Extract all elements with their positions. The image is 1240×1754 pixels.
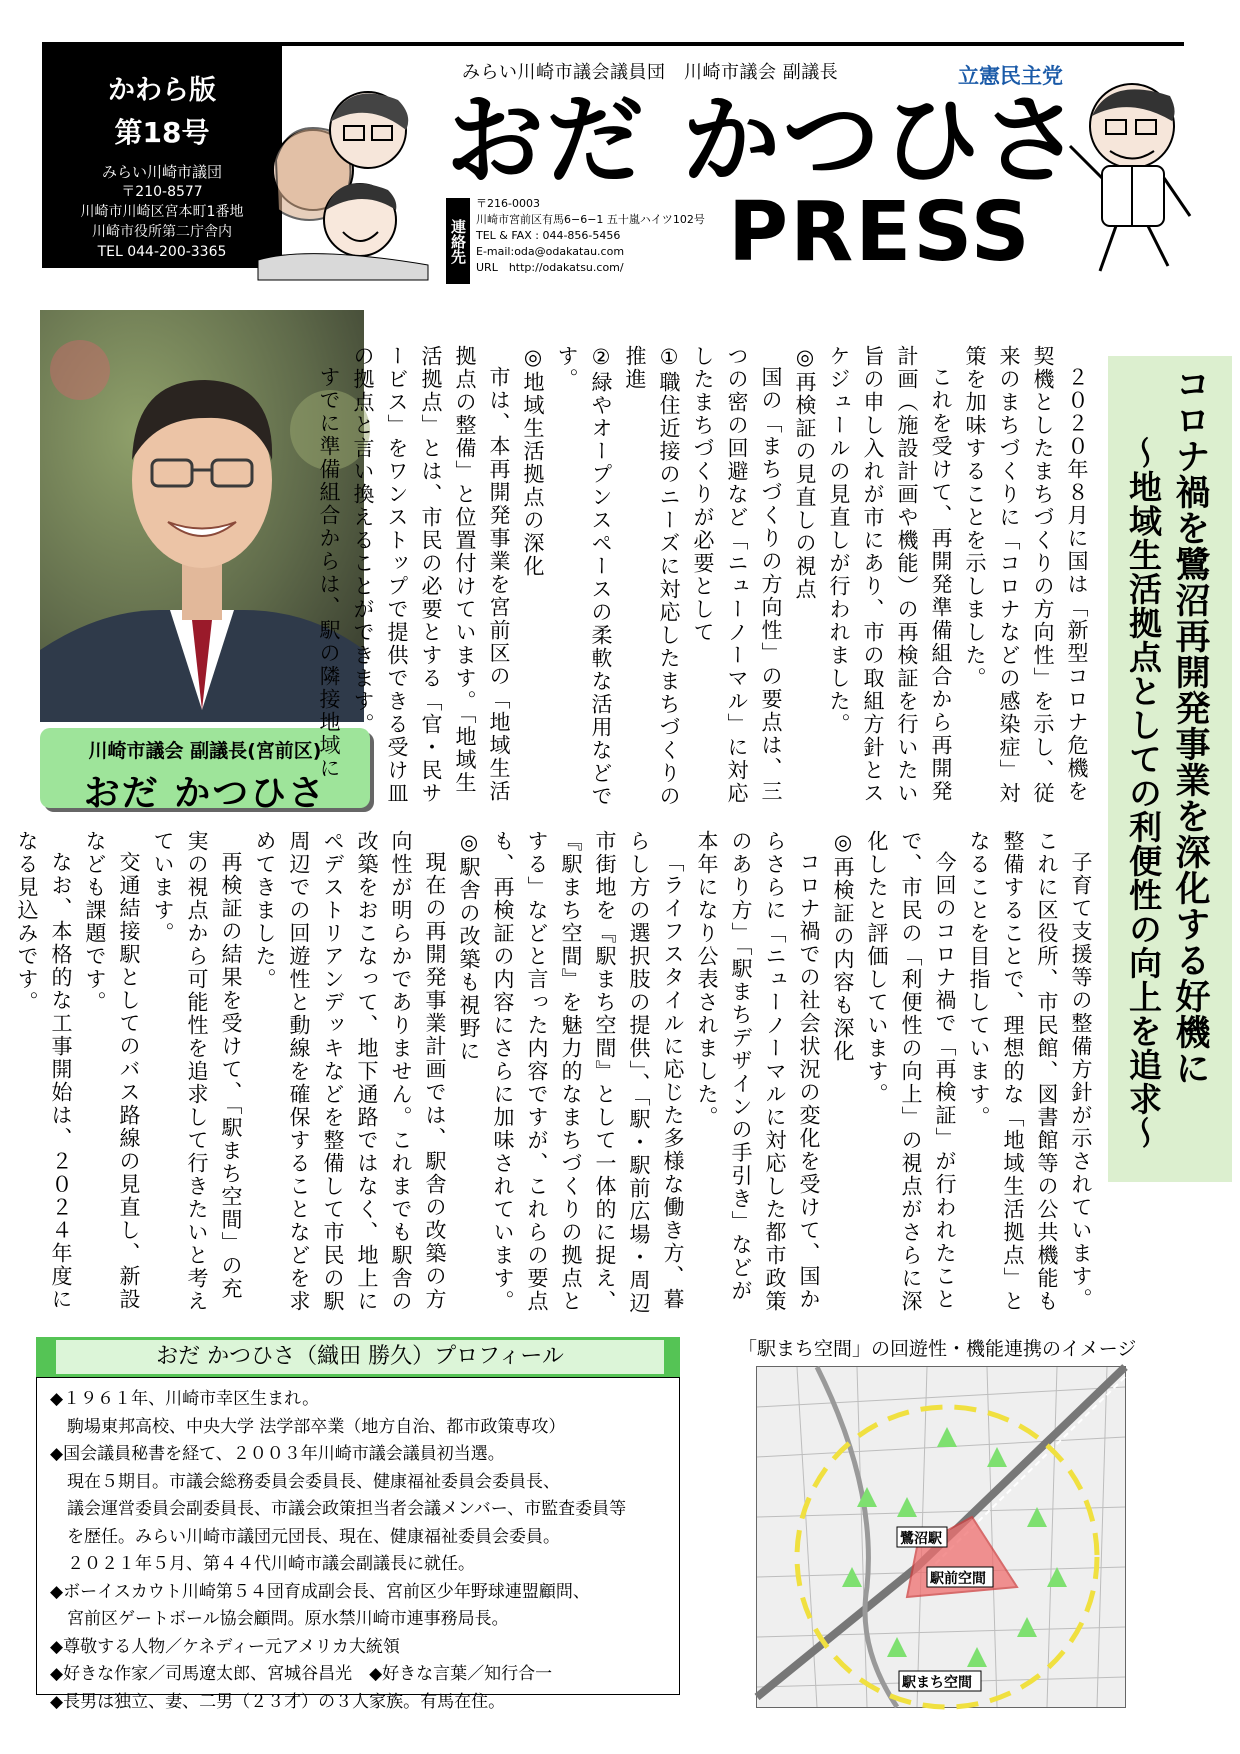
article-paragraph: 再検証の結果を受けて、「駅まち空間」の充実の視点から可能性を追求して行きたいと考えています。 [151,830,243,1313]
article-paragraph: 子育て支援等の整備方針が示されています。これに区役所、市民館、図書館等の公共機能も整備することで、理想的な「地域生活拠点」となることを目指しています。 [967,830,1093,1313]
contact-url: URL http://odakatsu.com/ [476,261,624,274]
profile-item: ◆ボーイスカウト川崎第５４団育成副会長、宮前区少年野球連盟顧問、 [50,1581,590,1602]
contact-address: 川崎市宮前区有馬6−6−1 五十嵐ハイツ102号 [476,213,705,226]
headline-main: コロナ禍を鷺沼再開発事業を深化する好機に [1170,366,1210,1086]
mascot-illustration [1060,66,1200,276]
profile-item: 宮前区ゲートボール協会顧問。原水禁川崎市連事務局長。 [50,1609,509,1629]
profile-list [50,1386,626,1716]
name-plate-role: 川崎市議会 副議長(宮前区) [88,740,322,762]
article-paragraph: 交通結接駅としてのバス路線の見直し、新設なども課題です。 [83,830,141,1311]
article-paragraph: すでに準備組合からは、駅の隣接地域に [317,366,341,780]
article-paragraph: なお、本格的な工事開始は、２０２４年度になる見込みです。 [15,830,73,1311]
profile-heading: おだ かつひさ（織田 勝久）プロフィール [56,1340,664,1374]
article-list-item: ②緑やオープンスペースの柔軟な活用などです。 [555,345,613,808]
org-tel: TEL 044-200-3365 [97,244,227,260]
edition-label: かわら版 [108,75,216,106]
article-paragraph: 市は、本再開発事業を宮前区の「地域生活拠点の整備」と位置付けています。「地域生活拠点」とは、市民の必要とする「官・民サービス」をワンストップで提供できる受け皿の拠点と言い換えることができます。 [351,345,511,805]
party-logo: 立憲民主党 [958,64,1063,88]
contact-label: 連絡先 [446,198,470,284]
org-address-2: 川崎市役所第二庁舎内 [92,224,232,240]
article-subheading: ◎地域生活拠点の深化 [521,345,545,578]
contact-email: E-mail:oda@odakatau.com [476,245,625,258]
profile-item: ◆尊敬する人物／ケネディー元アメリカ大統領 [50,1636,400,1657]
profile-item: 駒場東邦高校、中央大学 法学部卒業（地方自治、都市政策専攻） [50,1416,566,1437]
press-wordmark: PRESS [728,185,1032,280]
article-top [317,345,1094,813]
profile-item: 現在５期目。市議会総務委員会委員長、健康福祉委員会委員長、 [50,1471,560,1492]
article-paragraph: ２０２０年８月に国は「新型コロナ危機を契機としたまちづくりの方向性」を示し、従来のまちづくりに「コロナなどの感染症」対策を加味することを示しました。 [963,345,1089,805]
issue-number: 第18号 [114,116,210,149]
contact-tel: TEL & FAX : 044-856-5456 [476,229,621,242]
station-label: 鷺沼駅 [900,1531,942,1547]
profile-item: ◆長男は独立、妻、二男（２３才）の３人家族。有馬在住。 [50,1691,506,1712]
article-paragraph: 現在の再開発事業計画では、駅舎の改築の方向性が明らかでありません。これまでも駅舎の改築をおこなって、地下通路ではなく、地上にペデストリアンデッキなどを整備して市民の駅周辺での回遊性と動線を確保することなどを求めてきました。 [253,830,447,1313]
contact-postal: 〒216-0003 [476,197,540,210]
org-postal: 〒210-8577 [121,184,203,200]
station-area-map [756,1366,1126,1708]
headline-sub: 〜地域生活拠点としての利便性の向上を追求〜 [1124,436,1163,1150]
article-paragraph: コロナ禍での社会状況の変化を受けて、国からさらに「ニューノーマルに対応した都市政策のあり方」「駅まちデザインの手引き」などが本年になり公表されました。 [695,830,821,1313]
profile-item: ◆１９６１年、川崎市幸区生まれ。 [50,1389,320,1409]
name-plate-name: おだ かつひさ [83,773,327,814]
article-list-item: ①職住近接のニーズに対応したまちづくりの推進 [623,345,681,808]
edition-box [42,46,282,268]
profile-item: ◆国会議員秘書を経て、２００３年川崎市議会議員初当選。 [50,1444,505,1464]
profile-item: 議会運営委員会副委員長、市議会政策担当者会議メンバー、市監査委員等 [50,1499,627,1519]
org-name: みらい川崎市議団 [101,163,222,181]
profile-item: を歴任。みらい川崎市議団元団長、現在、健康福祉委員会委員。 [50,1526,560,1547]
article-paragraph: 「ライフスタイルに応じた多様な働き方、暮らし方の選択肢の提供」、「駅・駅前広場・周辺市街地を『駅まち空間』として一体的に捉え、『駅まち空間』を魅力的なまちづくりの拠点とする」などと言った内容ですが、これらの要点も、再検証の内容にさらに加味されています。 [491,830,685,1315]
article-subheading: ◎再検証の見直しの視点 [793,345,817,601]
org-address-1: 川崎市川崎区宮本町1番地 [80,204,244,220]
plaza-label: 駅前空間 [930,1571,986,1587]
article-paragraph: 国の「まちづくりの方向性」の要点は、三つの密の回避など「ニューノーマル」に対応したまちづくりが必要として [691,345,783,805]
article-paragraph: これを受けて、再開発準備組合から再開発計画（施設計画や機能）の再検証を行いたい旨の申し入れが市にあり、市の取組方針とスケジュールの見直しが行われました。 [827,345,953,805]
article-subheading: ◎再検証の内容も深化 [831,830,855,1063]
map-caption: 「駅まち空間」の回遊性・機能連携のイメージ [738,1338,1137,1360]
area-label: 駅まち空間 [902,1675,972,1691]
profile-item: ２０２１年５月、第４４代川崎市議会副議長に就任。 [50,1554,475,1574]
profile-item: ◆好きな作家／司馬遼太郎、宮城谷昌光 ◆好きな言葉／知行合一 [50,1664,553,1684]
article-bottom [15,830,1098,1320]
newsletter-title: おだ かつひさ [446,84,1083,198]
header-affiliation: みらい川崎市議会議員団 川崎市議会 副議長 [462,62,839,83]
article-paragraph: 今回のコロナ禍で「再検証」が行われたことで、市民の「利便性の向上」の視点がさらに深化したと評価しています。 [865,830,957,1313]
contact-info [476,196,705,276]
article-subheading: ◎駅舎の改築も視野に [457,830,481,1063]
family-illustration [248,60,438,280]
